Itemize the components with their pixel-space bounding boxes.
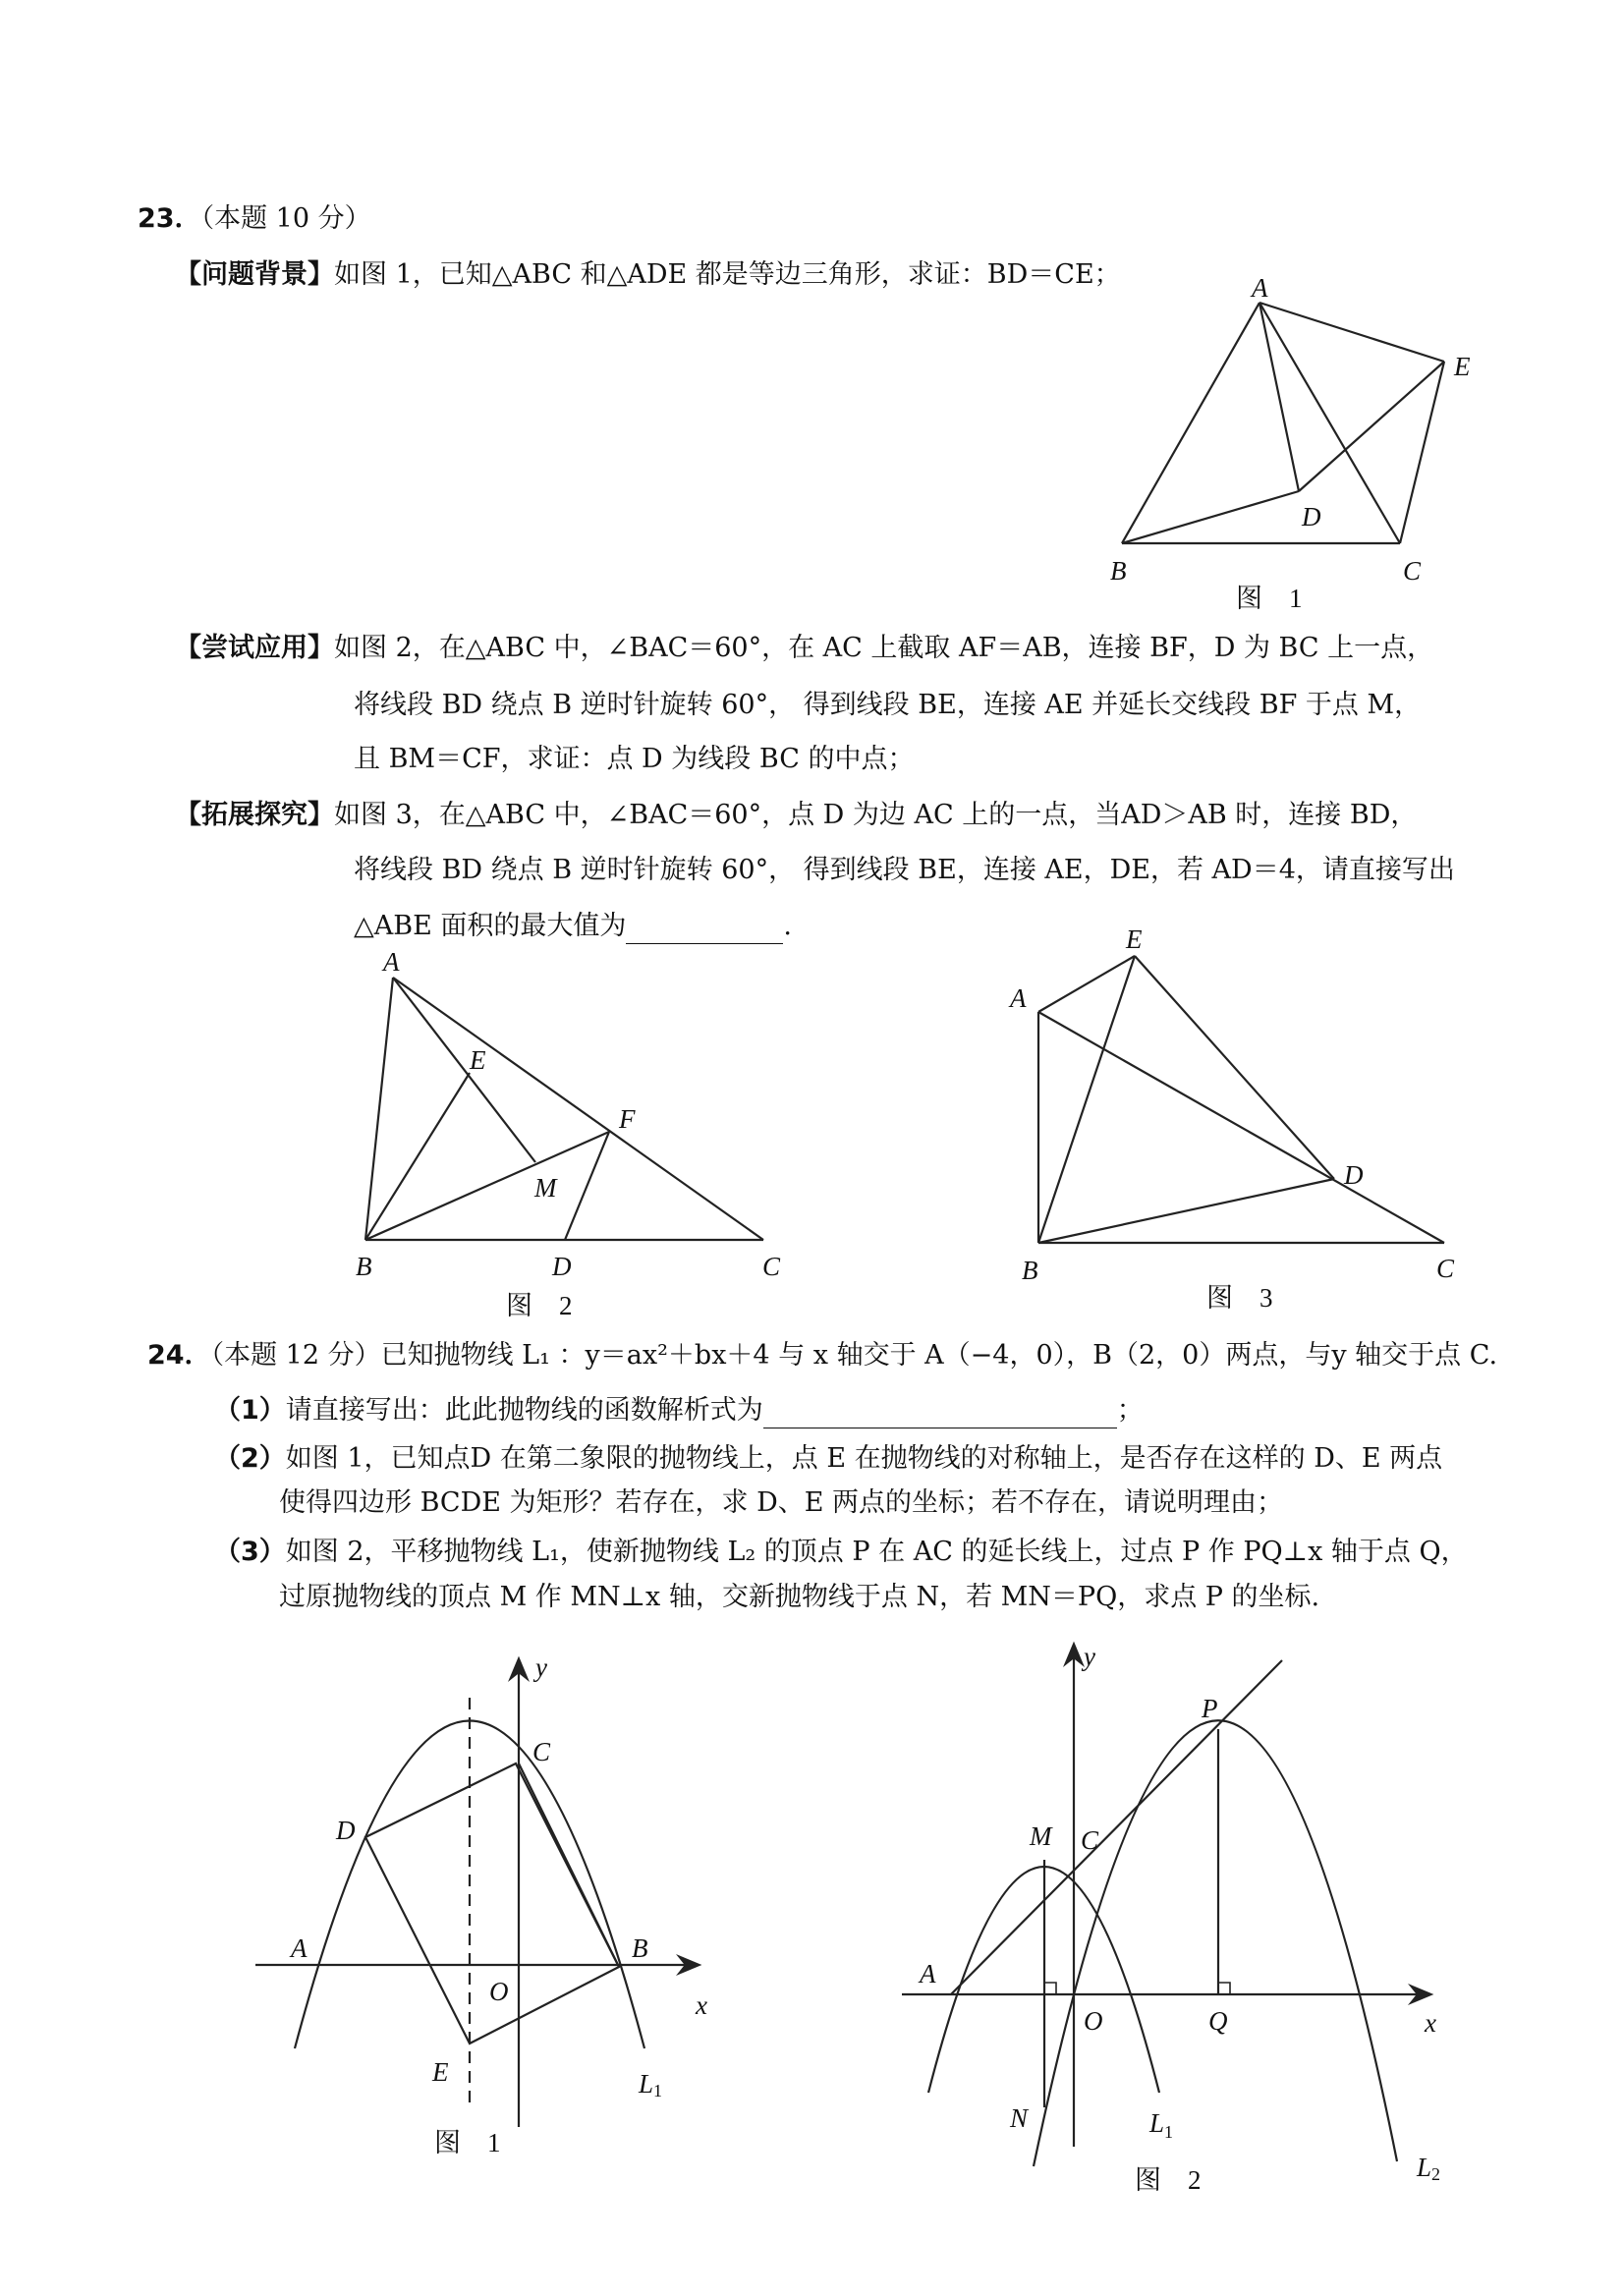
q24-stem-text: （本题 12 分）已知抛物线 L₁ ：y＝ax²＋bx＋4 与 x 轴交于 A（−4，0），B（2，0）两点，与y 轴交于点 C.	[210, 1340, 1498, 1371]
label-E: E	[432, 2057, 449, 2087]
try-tag: 【尝试应用】	[175, 633, 334, 663]
background-tag: 【问题背景】	[175, 259, 334, 290]
label-A: A	[920, 1959, 936, 1988]
label-P: P	[1202, 1694, 1218, 1723]
try-text-1: 如图 2，在△ABC 中，∠BAC＝60°，在 AC 上截取 AF＝AB，连接 BF，D 为 BC 上一点，	[334, 633, 1434, 663]
label-x: x	[1425, 2008, 1436, 2038]
label-Q: Q	[1208, 2006, 1228, 2036]
graph1-caption: 图 1	[434, 2128, 501, 2157]
ext-text-2: 将线段 BD 绕点 B 逆时针旋转 60°， 得到线段 BE，连接 AE，DE，若 AD＝4，请直接写出	[354, 855, 1455, 885]
ext-text-3: △ABE 面积的最大值为 .	[354, 909, 792, 944]
label-B: B	[356, 1252, 372, 1281]
ext-text-1: 如图 3，在△ABC 中，∠BAC＝60°，点 D 为边 AC 上的一点，当AD＞AB 时，连接 BD，	[334, 800, 1418, 830]
label-A: A	[383, 947, 400, 977]
part3-text-2: 过原抛物线的顶点 M 作 MN⊥x 轴，交新抛物线于点 N，若 MN＝PQ，求点 P 的坐标.	[279, 1582, 1320, 1612]
label-F: F	[619, 1104, 636, 1134]
part3-text-1: 如图 2，平移抛物线 L₁，使新抛物线 L₂ 的顶点 P 在 AC 的延长线上，过点 P 作 PQ⊥x 轴于点 Q，	[285, 1537, 1468, 1567]
label-D: D	[1344, 1160, 1364, 1190]
label-y: y	[535, 1652, 547, 1682]
part2-text-1: 如图 1，已知点D 在第二象限的抛物线上，点 E 在抛物线的对称轴上，是否存在这样的 D、E 两点	[285, 1443, 1443, 1474]
parabola-L2	[1034, 1720, 1397, 2166]
part2-text-2: 使得四边形 BCDE 为矩形？若存在，求 D、E 两点的坐标；若不存在，请说明理由；	[279, 1487, 1284, 1518]
q24-part1: （1）请直接写出：此此抛物线的函数解析式为 ；	[214, 1393, 1144, 1428]
label-C: C	[762, 1252, 781, 1281]
label-B: B	[1022, 1256, 1038, 1285]
label-O: O	[1084, 2006, 1103, 2036]
label-x: x	[696, 1990, 707, 2020]
ext-text-3-label: △ABE 面积的最大值为	[354, 911, 627, 941]
line-AC-extended	[951, 1660, 1282, 1994]
part1-text: 请直接写出：此此抛物线的函数解析式为	[285, 1395, 763, 1426]
label-L2: L2	[1417, 2153, 1441, 2184]
background-text: 如图 1，已知△ABC 和△ADE 都是等边三角形，求证：BD＝CE；	[334, 259, 1121, 290]
q23-number: 23	[138, 203, 175, 234]
q24-number: 24	[147, 1340, 185, 1371]
label-A: A	[291, 1933, 308, 1963]
fig1-caption: 图 1	[1236, 584, 1303, 613]
right-angle-mark-Q	[1218, 1983, 1230, 1994]
label-D: D	[552, 1252, 572, 1281]
label-C: C	[1081, 1825, 1099, 1855]
fig2-caption: 图 2	[506, 1291, 573, 1320]
label-M: M	[1030, 1821, 1052, 1851]
label-E: E	[1126, 924, 1143, 954]
label-M: M	[534, 1173, 557, 1203]
label-L1: $L_1$	[1149, 2108, 1174, 2142]
label-C: C	[1403, 556, 1422, 586]
label-D: D	[336, 1816, 356, 1845]
label-O: O	[489, 1977, 509, 2006]
q24-stem: 24．（本题 12 分）已知抛物线 L₁ ：y＝ax²＋bx＋4 与 x 轴交于 A（−4，0），B（2，0）两点，与y 轴交于点 C.	[147, 1340, 1498, 1371]
q23-header: 23．（本题 10 分）	[138, 203, 371, 234]
label-C: C	[1436, 1254, 1455, 1283]
part3-tag: （3）	[214, 1537, 286, 1567]
label-A: A	[1252, 273, 1268, 303]
label-C: C	[532, 1737, 551, 1766]
graph2-caption: 图 2	[1135, 2165, 1202, 2195]
part2-tag: （2）	[214, 1443, 286, 1474]
label-A: A	[1010, 983, 1027, 1013]
label-N: N	[1010, 2103, 1029, 2133]
right-angle-mark-M	[1044, 1983, 1056, 1994]
fig3-caption: 图 3	[1206, 1283, 1273, 1313]
label-E: E	[470, 1045, 486, 1075]
label-L1: L1	[639, 2069, 663, 2100]
label-E: E	[1454, 352, 1471, 381]
label-D: D	[1302, 502, 1321, 532]
part1-tag: （1）	[214, 1395, 286, 1426]
q23-score: （本题 10 分）	[200, 203, 371, 234]
label-B: B	[632, 1933, 648, 1963]
label-y: y	[1084, 1642, 1095, 1671]
label-B: B	[1110, 556, 1127, 586]
try-text-3: 且 BM＝CF，求证：点 D 为线段 BC 的中点；	[354, 744, 915, 774]
ext-tag: 【拓展探究】	[175, 800, 334, 830]
try-text-2: 将线段 BD 绕点 B 逆时针旋转 60°， 得到线段 BE，连接 AE 并延长交线段 BF 于点 M，	[354, 690, 1422, 720]
